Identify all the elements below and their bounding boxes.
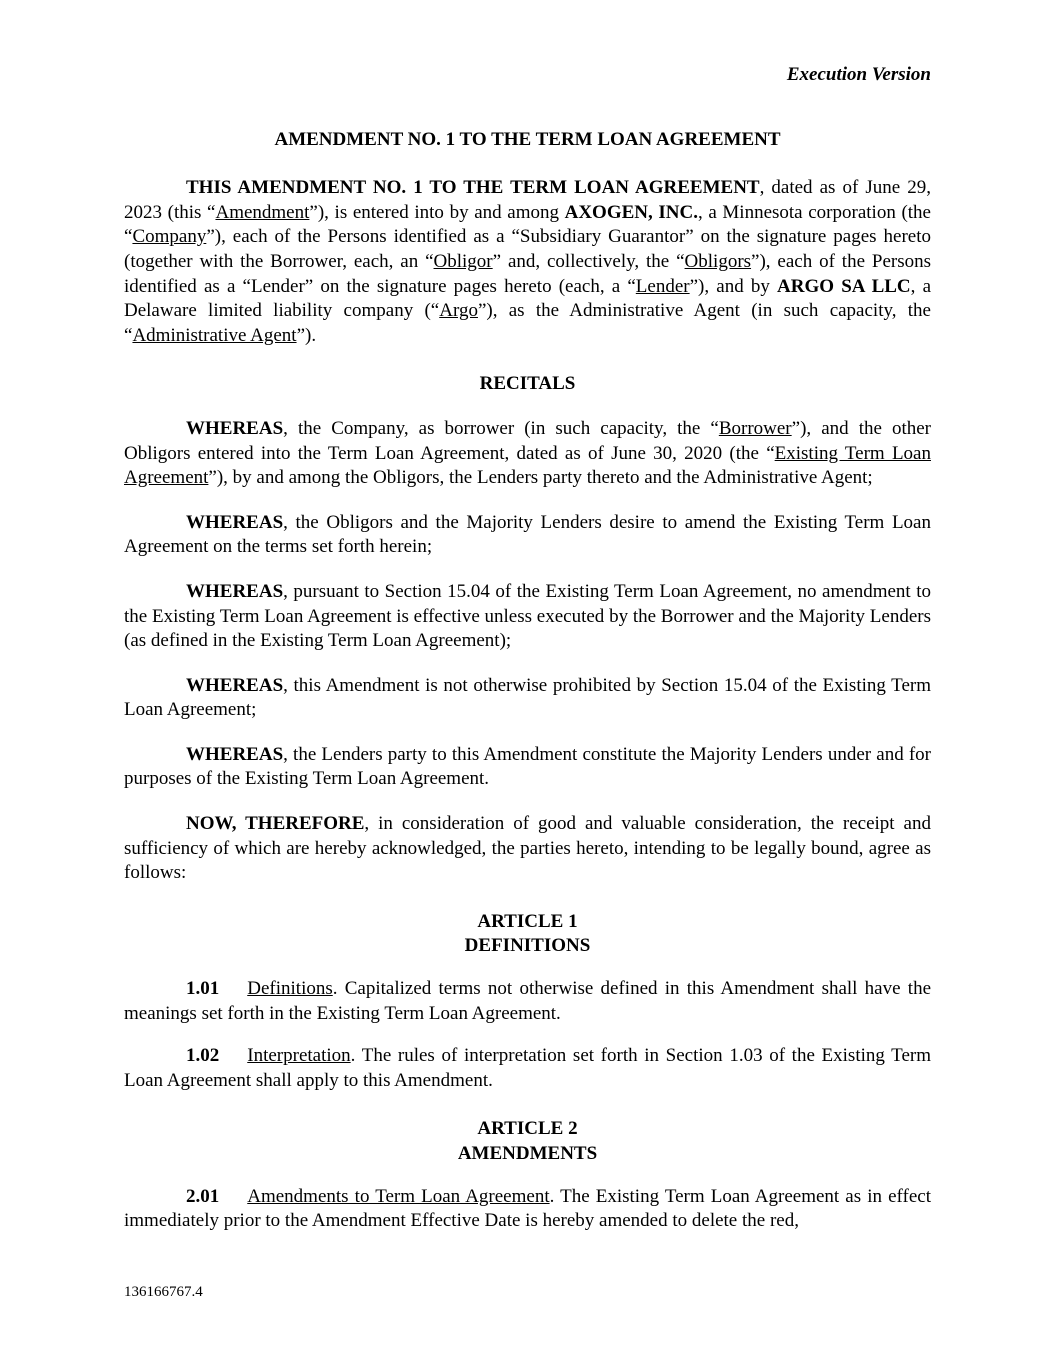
- section-heading-interpretation: Interpretation: [247, 1045, 351, 1067]
- text-run: , the Company, as borrower (in such capacity, the “: [283, 417, 719, 439]
- defined-term-lender: Lender: [635, 275, 690, 297]
- text-run: ”), as the Administrative Agent (in such capacity, the “: [124, 300, 931, 346]
- text-run: ”), is entered into by and among: [309, 201, 565, 223]
- article-1-heading: [124, 910, 931, 959]
- section-number: 2.01: [186, 1185, 220, 1207]
- section-number: 1.02: [186, 1045, 220, 1067]
- whereas-paragraph-1: [124, 417, 931, 491]
- text-run: . Capitalized terms not otherwise defined in this Amendment shall have the meanings set forth in the Existing Term Loan Agreement.: [124, 978, 931, 1024]
- text-run: ”), by and among the Obligors, the Lenders party thereto and the Administrative Agent;: [208, 467, 873, 489]
- whereas-paragraph-2: [124, 511, 931, 560]
- section-1-01: [124, 977, 931, 1026]
- text-run: , a Delaware limited liability company (“: [124, 275, 931, 322]
- now-therefore-paragraph: [124, 812, 931, 886]
- text-run: . The rules of interpretation set forth in Section 1.03 of the Existing Term Loan Agreement shall apply to this Amendment.: [124, 1045, 931, 1091]
- article-2-heading: [124, 1117, 931, 1166]
- text-run: , dated as of June 29, 2023 (this “: [124, 177, 931, 223]
- defined-term-borrower: Borrower: [718, 417, 792, 439]
- article-1-title: DEFINITIONS: [464, 935, 591, 957]
- defined-term-company: Company: [132, 226, 207, 248]
- article-1-number: ARTICLE 1: [477, 910, 578, 932]
- text-run: , the Lenders party to this Amendment constitute the Majority Lenders under and for purposes of the Existing Term Loan Agreement.: [124, 743, 931, 790]
- now-therefore-keyword: NOW, THEREFORE: [186, 813, 365, 835]
- company-name-run: AXOGEN, INC.: [564, 201, 698, 223]
- text-run: , in consideration of good and valuable consideration, the receipt and sufficiency of which are hereby acknowledged, the parties hereto, intending to be legally bound, agree as follows:: [124, 813, 931, 884]
- text-run: ”), each of the Persons identified as a “Subsidiary Guarantor” on the signature pages hereto (together with the Borrower, each, an “: [124, 226, 931, 272]
- recitals-heading: RECITALS: [479, 373, 576, 395]
- intro-paragraph: [124, 176, 931, 348]
- text-run: ”), and the other Obligors entered into the Term Loan Agreement, dated as of June 30, 2020 (the “: [124, 417, 931, 464]
- section-number: 1.01: [186, 978, 220, 1000]
- whereas-keyword: WHEREAS: [186, 580, 284, 602]
- text-run: . The Existing Term Loan Agreement as in effect immediately prior to the Amendment Effective Date is hereby amended to delete the red,: [124, 1185, 931, 1232]
- whereas-paragraph-3: [124, 580, 931, 654]
- text-run: ” and, collectively, the “: [492, 250, 685, 272]
- whereas-paragraph-4: [124, 674, 931, 723]
- whereas-keyword: WHEREAS: [186, 417, 284, 439]
- defined-term-argo: Argo: [439, 300, 478, 322]
- document-title: AMENDMENT NO. 1 TO THE TERM LOAN AGREEMENT: [274, 128, 781, 150]
- section-1-02: [124, 1044, 931, 1093]
- defined-term-administrative-agent: Administrative Agent: [132, 324, 297, 346]
- defined-term-obligor: Obligor: [433, 250, 493, 272]
- agreement-name-run: THIS AMENDMENT NO. 1 TO THE TERM LOAN AGREEMENT: [186, 177, 760, 199]
- whereas-paragraph-5: [124, 743, 931, 792]
- section-2-01: [124, 1185, 931, 1234]
- agent-name-run: ARGO SA LLC: [777, 275, 911, 297]
- whereas-keyword: WHEREAS: [186, 743, 284, 765]
- whereas-keyword: WHEREAS: [186, 511, 284, 533]
- text-run: ”).: [296, 324, 317, 346]
- text-run: , a Minnesota corporation (the “: [124, 201, 931, 248]
- defined-term-amendment: Amendment: [215, 201, 310, 223]
- article-2-number: ARTICLE 2: [477, 1118, 578, 1140]
- article-2-title: AMENDMENTS: [457, 1143, 598, 1164]
- defined-term-obligors: Obligors: [684, 250, 752, 272]
- text-run: , this Amendment is not otherwise prohibited by Section 15.04 of the Existing Term Loan Agreement;: [124, 674, 931, 721]
- defined-term-existing-term-loan-agreement: Existing Term Loan Agreement: [124, 442, 931, 489]
- whereas-keyword: WHEREAS: [186, 674, 284, 696]
- text-run: , the Obligors and the Majority Lenders desire to amend the Existing Term Loan Agreement on the terms set forth herein;: [124, 511, 931, 558]
- execution-version-label: Execution Version: [786, 64, 931, 85]
- footer-document-number: 136166767.4: [124, 1284, 203, 1300]
- text-run: ”), each of the Persons identified as a “Lender” on the signature pages hereto (each, a “: [124, 250, 932, 297]
- text-run: , pursuant to Section 15.04 of the Existing Term Loan Agreement, no amendment to the Existing Term Loan Agreement is effective unless executed by the Borrower and the Majority Lenders (as defined in the Existing Term Loan Agreement);: [124, 580, 931, 652]
- section-heading-amendments: Amendments to Term Loan Agreement: [247, 1185, 550, 1207]
- section-heading-definitions: Definitions: [247, 978, 333, 1000]
- text-run: ”), and by: [689, 275, 778, 297]
